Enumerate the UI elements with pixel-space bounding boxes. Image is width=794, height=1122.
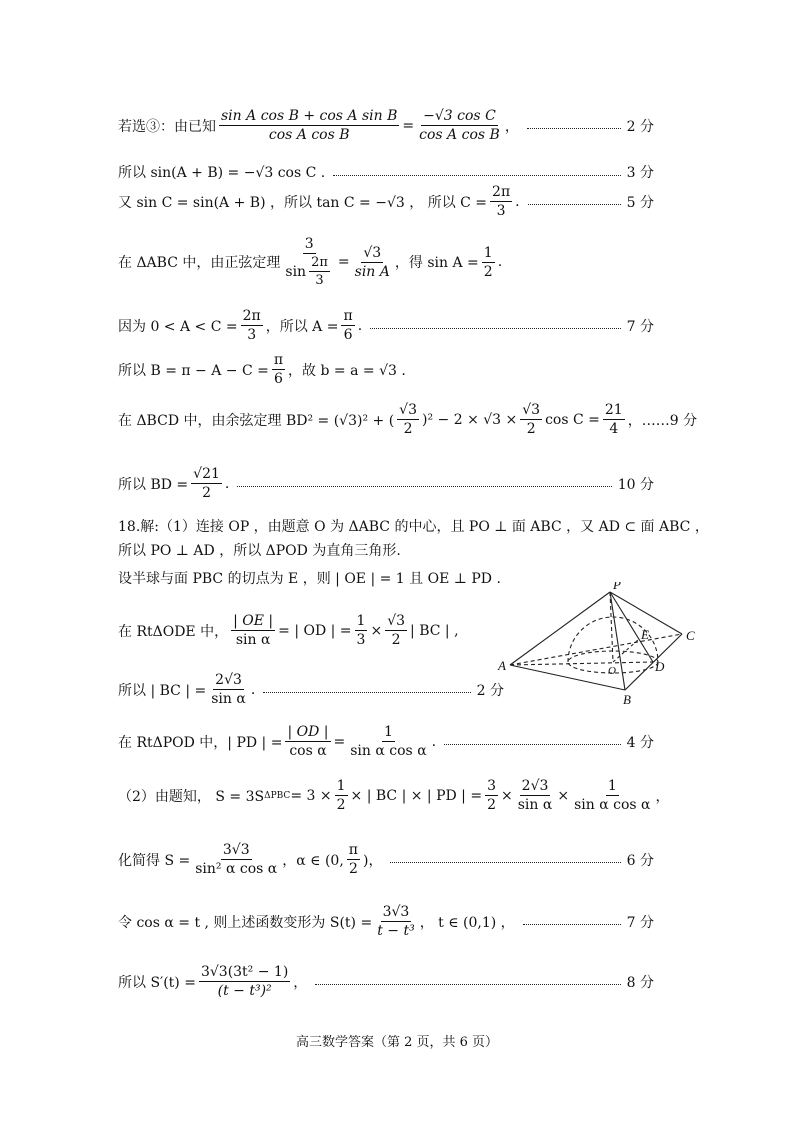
label-E: E xyxy=(641,627,649,642)
line-10: 所以 PO ⊥ AD ，所以 ΔPOD 为直角三角形. xyxy=(118,543,401,559)
line-1: 若选③：由已知 $\frac{\text{sin A cos B + cos A sin B}}{\text{cos A cos B}}$ = $\frac{\text{−√3 cos C}}{\text{cos A cos B}}$ ， 2 分 xyxy=(118,108,654,143)
fraction: $\frac{\text{−√3 cos C}}{\text{cos A cos B}}$ xyxy=(419,108,500,143)
edge-PA xyxy=(510,592,610,665)
fraction: $\frac{1}{2}$ xyxy=(483,244,493,280)
score: 9 分 xyxy=(669,412,698,429)
fraction: $\frac{\text{3√3(3t² − 1)}}{\text{(t − t³)²}}$ xyxy=(200,964,289,999)
fraction: $\frac{√21}{2}$ xyxy=(193,466,220,501)
fraction: $\frac{1}{\text{sin α cos α}}$ xyxy=(574,778,651,813)
fraction: $\frac{\pi}{6}$ xyxy=(273,352,284,387)
fraction: $\frac{1}{\text{sin α cos α}}$ xyxy=(350,724,427,759)
line-15: （2）由题知， S = 3S ΔPBC = 3 × $\frac{1}{2}$ × | BC | × | PD | = $\frac{3}{2}$ × $\frac{2√3}{\text{sin α}}$ × $\frac{1}{\text{sin α cos α}}$ ， xyxy=(118,778,670,813)
fraction: $\frac{√3}{2}$ xyxy=(399,402,417,437)
line-12: 在 RtΔODE 中， $\frac{| OE |}{\text{sin α}}$ = | OD | = $\frac{1}{3}$ × $\frac{√3}{2}$ | BC | , xyxy=(118,613,459,648)
score: 3 分 xyxy=(626,165,654,181)
line-5: 因为 0 < A < C = $\frac{2\pi}{3}$ ，所以 A = $\frac{\pi}{6}$ . 7 分 xyxy=(118,308,654,343)
fraction: $\frac{√3}{\text{sin A}}$ xyxy=(354,244,390,280)
score: 6 分 xyxy=(626,852,654,869)
fraction: $\frac{2\pi}{3}$ xyxy=(492,184,511,219)
line-2: 所以 sin(A + B) = −√3 cos C . 3 分 xyxy=(118,162,654,182)
score: 2 分 xyxy=(476,682,504,699)
score: 8 分 xyxy=(626,974,654,991)
dot-leader xyxy=(237,486,611,487)
label-B: B xyxy=(623,692,631,707)
line-8: 所以 BD = $\frac{√21}{2}$ . 10 分 xyxy=(118,466,654,501)
score: 7 分 xyxy=(626,914,654,931)
line-13: 所以 | BC | = $\frac{2√3}{\text{sin α}}$ . 2 分 xyxy=(118,672,504,707)
page-footer: 高三数学答案（第 2 页，共 6 页） xyxy=(295,1035,499,1050)
label-C: C xyxy=(686,628,695,643)
line-9: 18.解:（1）连接 OP ，由题意 O 为 ΔABC 的中心，且 PO ⊥ 面 ABC ，又 AD ⊂ 面 ABC ， xyxy=(118,519,709,535)
label-O: O xyxy=(608,665,616,677)
dot-leader xyxy=(390,862,620,863)
fraction: $\frac{√3}{2}$ xyxy=(522,402,541,437)
label-P: P xyxy=(613,582,621,592)
dot-leader xyxy=(527,128,621,129)
fraction: $\frac{| OD |}{\text{cos α}}$ xyxy=(287,724,329,759)
line-6: 所以 B = π − A − C = $\frac{\pi}{6}$ ，故 b = a = √3 . xyxy=(118,352,406,387)
fraction: $\frac{2√3}{\text{sin α}}$ xyxy=(517,778,553,813)
fraction: $\frac{2\pi}{3}$ xyxy=(242,308,261,343)
score: 2 分 xyxy=(626,118,654,135)
fraction: $\frac{| OE |}{\text{sin α}}$ xyxy=(233,613,274,648)
dot-leader xyxy=(315,984,620,985)
edge-AD xyxy=(510,662,653,665)
line-3: 又 sin C = sin(A + B) ，所以 tan C = −√3 ， 所以 C = $\frac{2\pi}{3}$ . 5 分 xyxy=(118,184,654,219)
fraction: $\frac{\text{sin A cos B + cos A sin B}}{\text{cos A cos B}}$ xyxy=(221,108,398,143)
fraction: $\frac{3√3}{\text{t − t³}}$ xyxy=(377,904,415,939)
fraction: $\frac{√3}{2}$ xyxy=(387,613,406,648)
pyramid-figure xyxy=(495,582,705,707)
dot-leader xyxy=(444,744,621,745)
fraction: $\frac{\pi}{6}$ xyxy=(343,308,353,343)
line-14: 在 RtΔPOD 中，| PD | = $\frac{| OD |}{\text{cos α}}$ = $\frac{1}{\text{sin α cos α}}$ . 4 分 xyxy=(118,724,654,759)
dot-leader xyxy=(523,924,621,925)
fraction: $\frac{21}{4}$ xyxy=(604,402,623,437)
score: 4 分 xyxy=(626,734,654,751)
line-18: 所以 S′(t) = $\frac{\text{3√3(3t² − 1)}}{\text{(t − t³)²}}$ ， 8 分 xyxy=(118,964,654,999)
score: 5 分 xyxy=(626,194,654,211)
dot-leader xyxy=(528,204,621,205)
dot-leader xyxy=(263,692,470,693)
label-A: A xyxy=(498,658,506,673)
score: 10 分 xyxy=(617,476,654,493)
line-16: 化简得 S = $\frac{3√3}{\text{sin² α cos α}}$ ，α ∈ (0, $\frac{\pi}{2}$ )， 6 分 xyxy=(118,842,654,877)
line-17: 令 cos α = t , 则上述函数变形为 S(t) = $\frac{3√3}{\text{t − t³}}$ ， t ∈ (0,1) ， 7 分 xyxy=(118,904,654,939)
score: 7 分 xyxy=(626,318,654,335)
fraction: $\frac{3}{2}$ xyxy=(487,778,497,813)
dot-leader xyxy=(370,328,621,329)
fraction: 3 sin $\frac{2\pi}{3}$ xyxy=(285,236,328,288)
fraction: $\frac{1}{2}$ xyxy=(336,778,346,813)
fraction: $\frac{1}{3}$ xyxy=(356,613,366,648)
line-4: 在 ΔABC 中，由正弦定理 3 sin $\frac{2\pi}{3}$ = $\frac{√3}{\text{sin A}}$ ，得 sin A = $\frac{1}{2}$ . xyxy=(118,236,503,288)
fraction: $\frac{3√3}{\text{sin² α cos α}}$ xyxy=(195,842,278,877)
line-7: 在 ΔBCD 中，由余弦定理 BD² = (√3)² + ( $\frac{√3}{2}$ )² − 2 × √3 × $\frac{√3}{2}$ cos C = $\frac{21}{4}$ ，…… 9 分 xyxy=(118,402,698,437)
dot-leader xyxy=(333,175,620,176)
text: 若选③：由已知 xyxy=(118,118,216,135)
fraction: $\frac{\pi}{2}$ xyxy=(348,842,358,877)
line-11: 设半球与面 PBC 的切点为 E ，则 | OE | = 1 且 OE ⊥ PD . xyxy=(118,571,501,587)
fraction: $\frac{2√3}{\text{sin α}}$ xyxy=(211,672,246,707)
label-D: D xyxy=(655,659,665,674)
